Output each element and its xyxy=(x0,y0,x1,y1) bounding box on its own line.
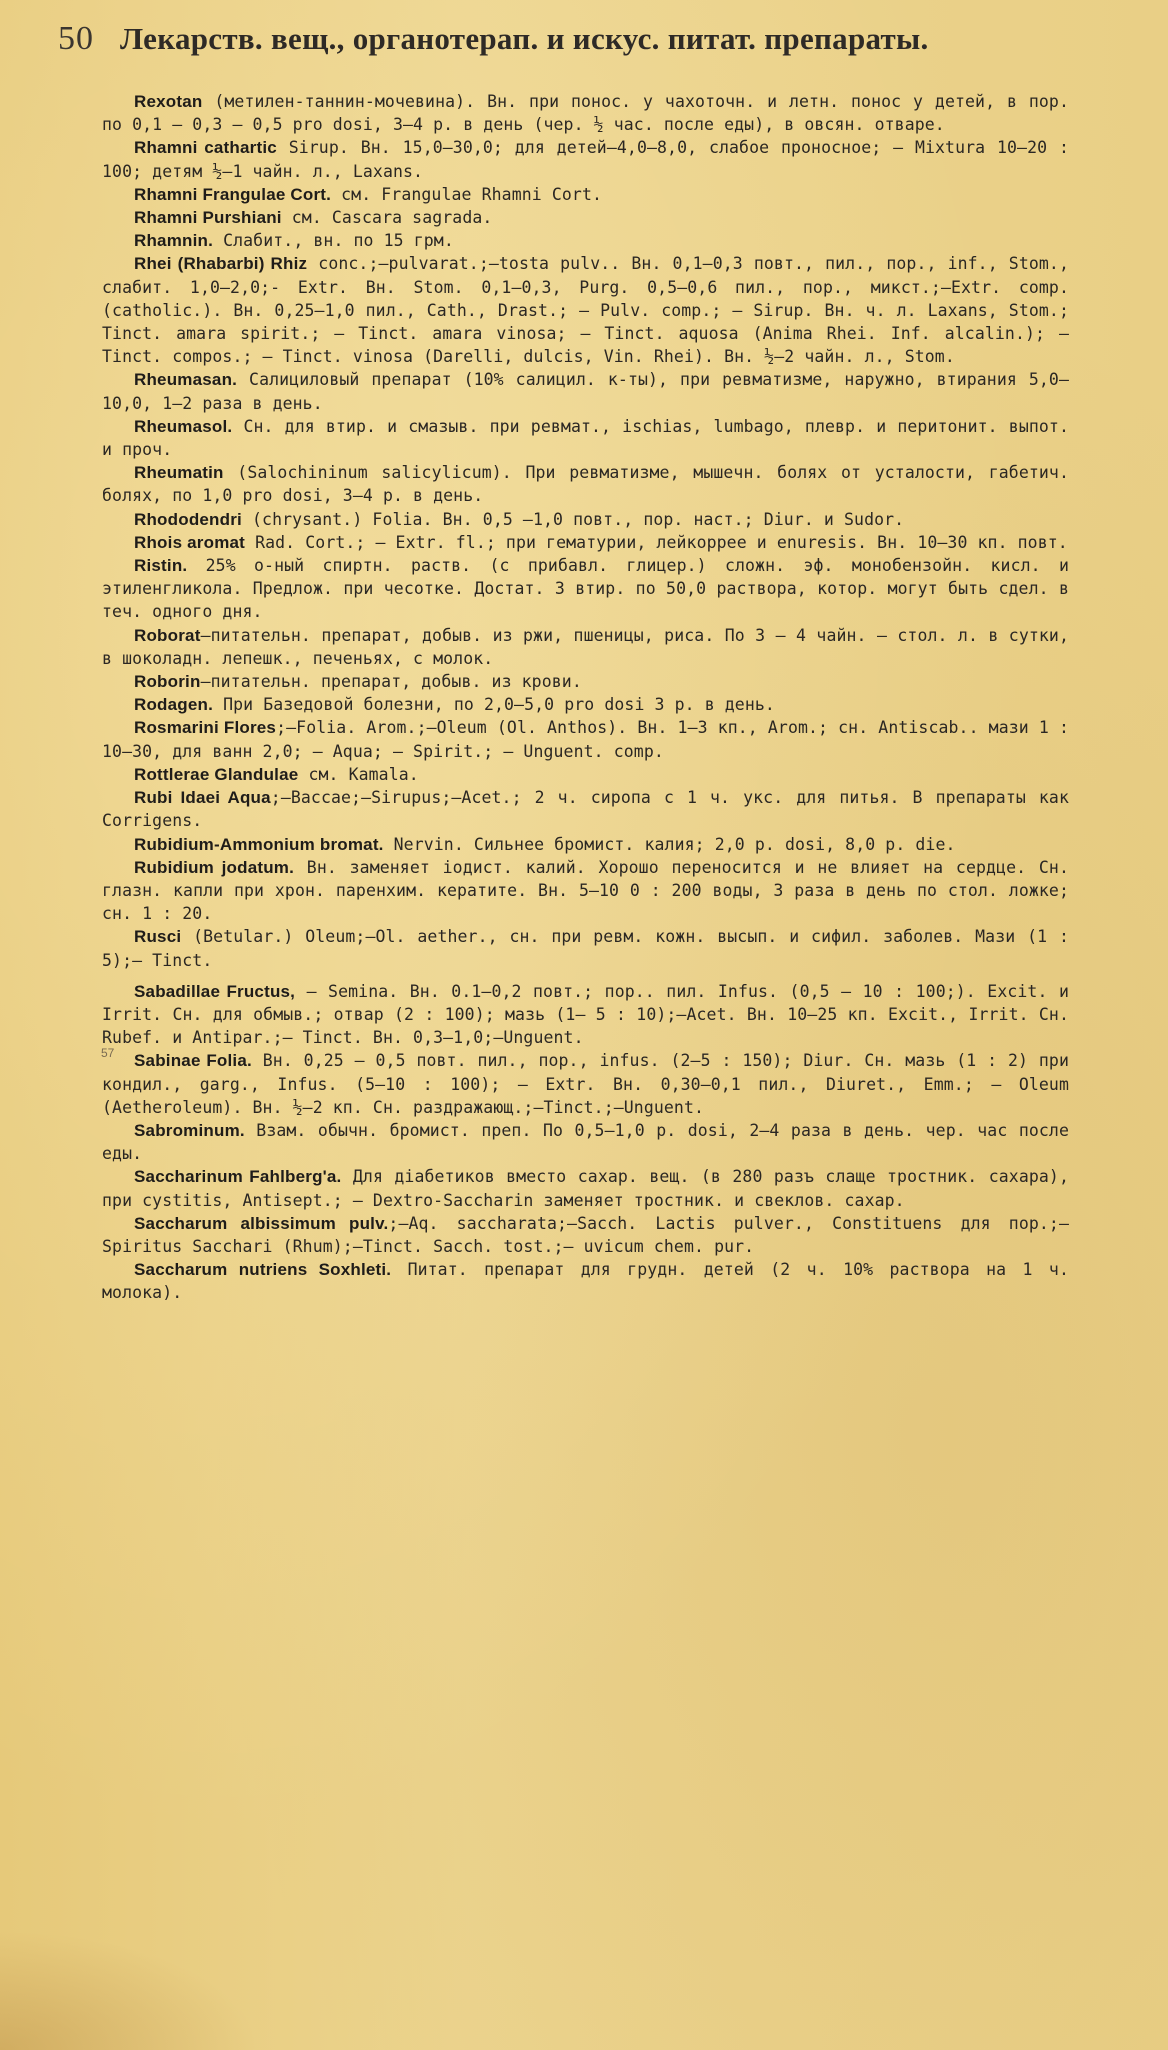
entry-text: Sirup. Вн. 15,0—30,0; для детей—4,0—8,0, слабое проносное; — Mixtura 10—20 : 100; детям ½—1 чайн. л., Laxans. xyxy=(102,138,1069,181)
section-gap xyxy=(134,972,1069,980)
entry-term: Rubidium jodatum. xyxy=(134,857,295,877)
entry-term: Rusci xyxy=(134,927,182,947)
entry-term: Rubi Idaei Aqua xyxy=(134,788,271,808)
entry-term: Rubidium-Ammonium bromat. xyxy=(134,834,384,854)
entry-text: ;—Aq. saccharata;—Sacch. Lactis pulver., Constituens для пор.;—Spiritus Sacchari (Rhum);—Tinct. Sacch. tost.;— uvicum chem. pur. xyxy=(102,1213,1069,1256)
dictionary-entry xyxy=(102,90,1069,136)
dictionary-entry xyxy=(102,229,1069,252)
entry-term: Rhamni Purshiani xyxy=(134,208,282,228)
dictionary-entry xyxy=(102,1258,1069,1304)
entry-term: Rheumasol. xyxy=(134,416,233,436)
entry-text: (Salochininum salicylicum). При ревматизме, мышечн. болях от усталости, габетич. болях, по 1,0 pro dosi, 3—4 р. в день. xyxy=(102,463,1069,506)
entry-text: — Semina. Вн. 0.1—0,2 повт.; пор.. пил. Infus. (0,5 — 10 : 100;). Excit. и Irrit. Сн. для обмыв.; отвар (2 : 100); мазь (1— 5 : 10);—Acet. Вн. 10—25 кп. Excit., Irrit. Сн. Rubef. и Antipar.;— Tinct. Вн. 0,3—1,0;—Unguent. xyxy=(102,981,1069,1048)
entry-term: Ristin. xyxy=(134,556,188,576)
dictionary-entry xyxy=(102,252,1069,368)
entry-term: Rheumasan. xyxy=(134,370,238,390)
dictionary-entry xyxy=(102,786,1069,832)
entry-text: При Базедовой болезни, по 2,0—5,0 pro dosi 3 р. в день. xyxy=(213,695,775,715)
entry-term: Rhamnin. xyxy=(134,231,214,251)
entry-text: Салициловый препарат (10% салицил. к-ты), при ревматизме, наружно, втирания 5,0—10,0, 1—2 раза в день. xyxy=(102,370,1069,413)
entry-term: Rhei (Rhabarbi) Rhiz xyxy=(134,254,308,274)
paper-stain xyxy=(0,1930,260,2050)
entry-text: 25% о-ный спиртн. раств. (с прибавл. глицер.) сложн. эф. монобензойн. кисл. и этиленгликола. Предлож. при чесотке. Достат. 3 втир. по 50,0 раствора, котор. могут быть сдел. в теч. одного дня. xyxy=(102,556,1069,622)
entry-term: Rhamni Frangulae Cort. xyxy=(134,184,332,204)
dictionary-entry xyxy=(102,368,1069,414)
dictionary-entry xyxy=(102,1049,1069,1119)
entry-term: Rosmarini Flores xyxy=(134,718,277,738)
entry-text: Nervin. Сильнее бромист. калия; 2,0 р. dosi, 8,0 р. die. xyxy=(383,834,956,854)
entry-text: Вн. заменяет іодист. калий. Хорошо переносится и не влияет на сердце. Сн. глазн. капли при хрон. паренхим. кератите. Вн. 5—10 0 : 200 воды, 3 раза в день по стол. ложке; сн. 1 : 20. xyxy=(102,857,1069,924)
dictionary-entry xyxy=(102,925,1069,971)
entry-text: —питательн. препарат, добыв. из ржи, пшеницы, риса. По 3 — 4 чайн. — стол. л. в сутки, в шоколадн. лепешк., печеньях, с молок. xyxy=(102,625,1069,668)
entry-term: Saccharinum Fahlberg'a. xyxy=(134,1167,342,1187)
entry-text: (метилен-таннин-мочевина). Вн. при понос. у чахоточн. и летн. понос у детей, в пор. по 0,1 — 0,3 — 0,5 pro dosi, 3—4 р. в день (чер. ½ час. после еды), в овсян. отваре. xyxy=(102,92,1069,135)
dictionary-entry xyxy=(102,554,1069,624)
entry-term: Rottlerae Glandulae xyxy=(134,764,299,784)
entry-text: conc.;—pulvarat.;—tosta pulv.. Вн. 0,1—0,3 повт., пил., пор., inf., Stom., слабит. 1,0—2,0;- Extr. Вн. Stom. 0,1—0,3, Purg. 0,5—0,6 пил., пор., микст.;—Extr. comp. (catholic.). Вн. 0,25—1,0 пил., Cath., Drast.; — Pulv. comp.; — Sirup. Вн. ч. л. Laxans, Stom.; Tinct. amara spirit.; — Tinct. amara vinosa; — Tinct. aquosa (Anima Rhei. Inf. alcalin.); — Tinct. compos.; — Tinct. vinosa (Darelli, dulcis, Vin. Rhei). Вн. ½—2 чайн. л., Stom. xyxy=(102,254,1070,367)
entry-text: см. Frangulae Rhamni Cort. xyxy=(331,184,603,204)
dictionary-entry xyxy=(102,183,1069,206)
entry-term: Saccharum nutriens Soxhleti. xyxy=(134,1260,392,1280)
dictionary-entry xyxy=(102,1165,1069,1211)
page-number: 50 xyxy=(58,20,94,57)
entry-text: Взам. обычн. бромист. преп. По 0,5—1,0 р. dosi, 2—4 раза в день. чер. час после еды. xyxy=(102,1120,1069,1164)
margin-mark: 57 xyxy=(101,1046,115,1060)
dictionary-entry xyxy=(102,670,1069,693)
dictionary-entry xyxy=(102,693,1069,716)
entry-term: Rhamni cathartic xyxy=(134,138,277,158)
entry-text: Питат. препарат для грудн. детей (2 ч. 10% раствора на 1 ч. молока). xyxy=(102,1260,1069,1303)
entry-text: Вн. 0,25 — 0,5 повт. пил., пор., infus. (2—5 : 150); Diur. Сн. мазь (1 : 2) при кондил., garg., Infus. (5—10 : 100); — Extr. Вн. 0,30—0,1 пил., Diuret., Emm.; — Oleum (Aetheroleum). Вн. ½—2 кп. Сн. раздражающ.;—Tinct.;—Unguent. xyxy=(102,1051,1069,1117)
entry-text: ;—Baccae;—Sirupus;—Acet.; 2 ч. сиропа с 1 ч. укс. для питья. В препараты как Corrigens. xyxy=(102,788,1070,831)
dictionary-entry xyxy=(102,980,1069,1050)
entry-text: —питательн. препарат, добыв. из крови. xyxy=(200,672,582,692)
entry-term: Rexotan xyxy=(134,92,203,111)
entry-text: Слабит., вн. по 15 грм. xyxy=(213,231,454,251)
entry-text: (chrysant.) Folia. Вн. 0,5 —1,0 повт., пор. наст.; Diur. и Sudor. xyxy=(241,509,905,529)
dictionary-entry xyxy=(102,624,1069,670)
dictionary-entry xyxy=(102,763,1069,786)
entry-term: Sabadillae Fructus, xyxy=(134,981,296,1001)
entry-term: Rheumatin xyxy=(134,463,224,483)
dictionary-entry xyxy=(102,833,1069,856)
entry-text: Rad. Cort.; — Extr. fl.; при гематурии, лейкоррее и enuresis. Вн. 10—30 кп. повт. xyxy=(245,532,1068,552)
dictionary-entry xyxy=(102,1119,1069,1165)
dictionary-entry xyxy=(102,856,1069,926)
entry-text: Для діабетиков вместо сахар. вещ. (в 280 разъ слаще тростник. сахара), при cystitis, Antisept.; — Dextro-Saccharin заменяет тростник. и свеклов. сахар. xyxy=(102,1167,1069,1210)
entry-term: Roborin xyxy=(134,672,201,692)
running-head: Лекарств. вещ., органотерап. и искус. питат. препараты. xyxy=(120,21,929,56)
entry-text: см. Cascara sagrada. xyxy=(281,208,493,228)
entry-text: ;—Folia. Arom.;—Oleum (Ol. Anthos). Вн. 1—3 кп., Arom.; сн. Antiscab.. мази 1 : 10—30, для ванн 2,0; — Aqua; — Spirit.; — Unguent. comp. xyxy=(102,718,1069,761)
entry-term: Rhododendri xyxy=(134,509,242,529)
page-header xyxy=(58,20,1118,68)
entry-term: Sabrominum. xyxy=(134,1120,245,1140)
dictionary-entry xyxy=(102,716,1069,762)
entry-term: Sabinae Folia. xyxy=(134,1051,252,1071)
dictionary-entry xyxy=(102,1212,1069,1258)
entry-text: см. Kamala. xyxy=(298,764,419,784)
dictionary-entry xyxy=(102,415,1069,461)
entry-term: Saccharum albissimum pulv. xyxy=(134,1213,389,1233)
dictionary-entry xyxy=(102,531,1069,554)
dictionary-entry xyxy=(102,461,1069,507)
dictionary-entry xyxy=(102,206,1069,229)
entry-term: Rhois aromat xyxy=(134,532,246,552)
dictionary-entry xyxy=(102,508,1069,531)
entry-term: Rodagen. xyxy=(134,695,214,715)
entry-text: (Betular.) Oleum;—Ol. aether., сн. при ревм. кожн. высып. и сифил. заболев. Мази (1 : 5);— Tinct. xyxy=(102,927,1069,970)
entry-term: Roborat xyxy=(134,625,201,645)
entry-text: Сн. для втир. и смазыв. при ревмат., ischias, lumbago, плевр. и перитонит. выпот. и проч. xyxy=(102,416,1069,460)
dictionary-entry xyxy=(102,136,1069,182)
